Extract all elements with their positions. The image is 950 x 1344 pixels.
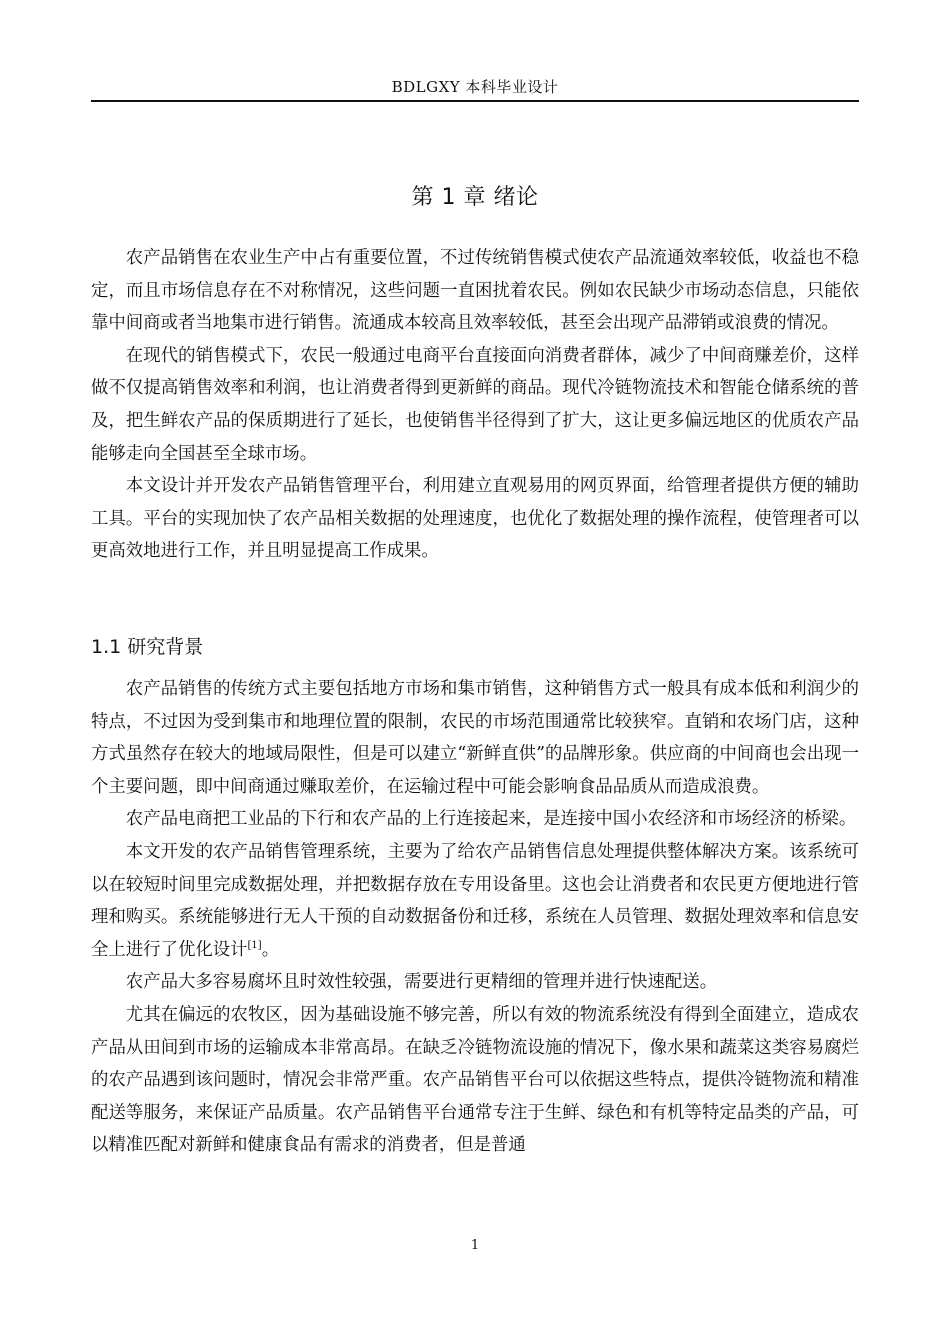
paragraph: 农产品销售在农业生产中占有重要位置，不过传统销售模式使农产品流通效率较低，收益也不稳定，而且市场信息存在不对称情况，这些问题一直困扰着农民。例如农民缺少市场动态信息，只能依靠中间商或者当地集市进行销售。流通成本较高且效率较低，甚至会出现产品滞销或浪费的情况。 xyxy=(91,248,859,334)
paragraph-with-citation xyxy=(91,836,859,966)
section-heading: 1.1 研究背景 xyxy=(91,636,204,658)
paragraph-text: 本文开发的农产品销售管理系统，主要为了给农产品销售信息处理提供整体解决方案。该系统可以在较短时间里完成数据处理，并把数据存放在专用设备里。这也会让消费者和农民更方便地进行管理和购买。系统能够进行无人干预的自动数据备份和迁移，系统在人员管理、数据处理效率和信息安全上进行了优化设计 xyxy=(91,841,859,960)
paragraph: 农产品销售的传统方式主要包括地方市场和集市销售，这种销售方式一般具有成本低和利润少的特点，不过因为受到集市和地理位置的限制，农民的市场范围通常比较狭窄。直销和农场门店，这种方式虽然存在较大的地域局限性，但是可以建立“新鲜直供”的品牌形象。供应商的中间商也会出现一个主要问题，即中间商通过赚取差价，在运输过程中可能会影响食品品质从而造成浪费。 xyxy=(91,679,859,797)
paragraph: 在现代的销售模式下，农民一般通过电商平台直接面向消费者群体，减少了中间商赚差价，这样做不仅提高销售效率和利润，也让消费者得到更新鲜的商品。现代冷链物流技术和智能仓储系统的普及，把生鲜农产品的保质期进行了延长，也使销售半径得到了扩大，这让更多偏远地区的优质农产品能够走向全国甚至全球市场。 xyxy=(91,345,859,464)
paragraph: 农产品电商把工业品的下行和农产品的上行连接起来，是连接中国小农经济和市场经济的桥梁。 xyxy=(125,809,857,830)
paragraph: 本文设计并开发农产品销售管理平台，利用建立直观易用的网页界面，给管理者提供方便的辅助工具。平台的实现加快了农产品相关数据的处理速度，也优化了数据处理的操作流程，使管理者可以更高效地进行工作，并且明显提高工作成果。 xyxy=(91,476,859,562)
paragraph-end: 。 xyxy=(261,939,280,960)
citation-marker[interactable]: [1] xyxy=(247,939,262,951)
intro-section xyxy=(91,242,859,568)
paragraph: 农产品大多容易腐坏且时效性较强，需要进行更精细的管理并进行快速配送。 xyxy=(125,972,718,993)
chapter-title: 第 1 章 绪论 xyxy=(411,185,539,210)
paragraph: 尤其在偏远的农牧区，因为基础设施不够完善，所以有效的物流系统没有得到全面建立，造成农产品从田间到市场的运输成本非常高昂。在缺乏冷链物流设施的情况下，像水果和蔬菜这类容易腐烂的农产品遇到该问题时，情况会非常严重。农产品销售平台可以依据这些特点，提供冷链物流和精准配送等服务，来保证产品质量。农产品销售平台通常专注于生鲜、绿色和有机等特定品类的产品，可以精准匹配对新鲜和健康食品有需求的消费者，但是普通 xyxy=(91,1004,859,1156)
page-number: 1 xyxy=(470,1238,480,1253)
running-header: BDLGXY 本科毕业设计 xyxy=(391,78,559,96)
header-rule xyxy=(91,100,859,102)
background-section xyxy=(91,673,859,1162)
